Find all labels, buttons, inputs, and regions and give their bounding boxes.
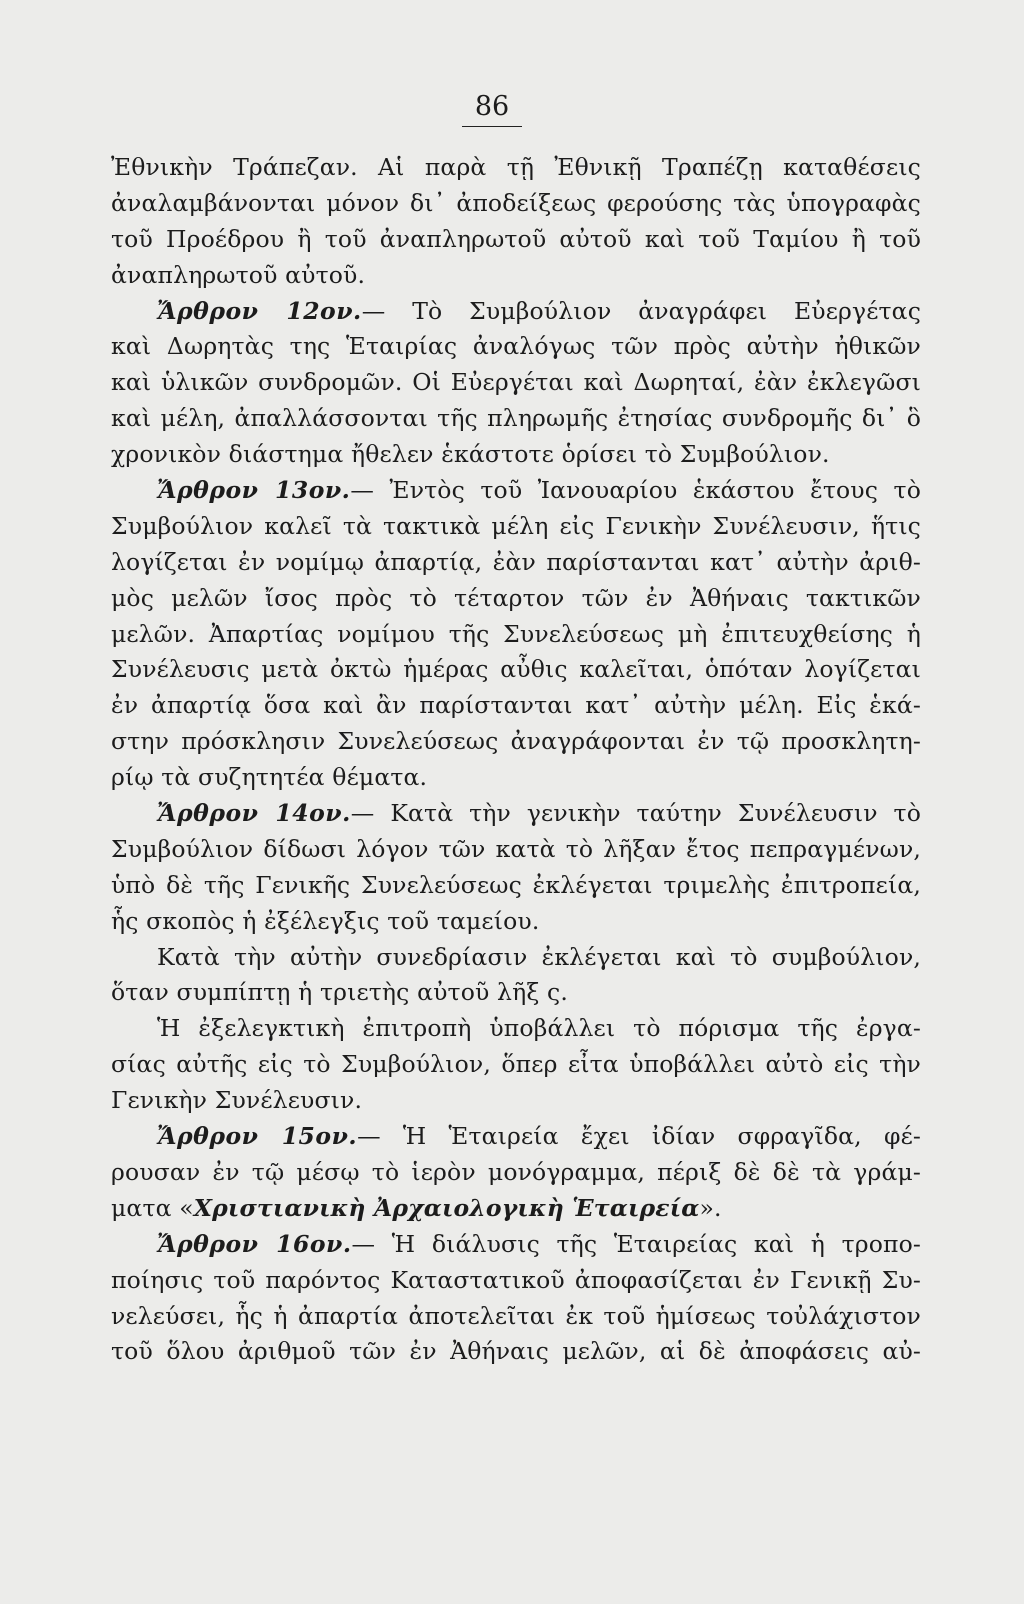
text-line	[111, 868, 921, 904]
text-line	[111, 1191, 921, 1227]
text-line	[111, 365, 921, 401]
line-text: καὶ μέλη, ἀπαλλάσσονται τῆς πληρωμῆς ἐτησίας συνδρομῆς δι᾽ ὃ	[111, 404, 921, 433]
line-text: τοῦ Προέδρου ἢ τοῦ ἀναπληρωτοῦ αὐτοῦ καὶ τοῦ Ταμίου ἢ τοῦ	[111, 224, 921, 253]
article-heading: Ἄρθρον 15ον.	[157, 1122, 358, 1151]
line-text: ἧς σκοπὸς ἡ ἐξέλεγξις τοῦ ταμείου.	[111, 906, 540, 935]
text-line	[111, 509, 921, 545]
line-text: νελεύσει, ἧς ἡ ἀπαρτία ἀποτελεῖται ἐκ τοῦ ἡμίσεως τοὐλάχιστον	[111, 1301, 921, 1330]
text-line	[111, 1227, 921, 1263]
line-text: ματα «	[111, 1193, 194, 1222]
text-line	[111, 652, 921, 688]
line-text: ὅταν συμπίπτῃ ἡ τριετὴς αὐτοῦ λῆξ ς.	[111, 978, 568, 1007]
line-text: λογίζεται ἐν νομίμῳ ἀπαρτίᾳ, ἐὰν παρίστανται κατ᾽ αὐτὴν ἀριθ-	[111, 547, 921, 576]
text-line	[111, 975, 921, 1011]
line-text: μελῶν. Ἀπαρτίας νομίμου τῆς Συνελεύσεως μὴ ἐπιτευχθείσης ἡ	[111, 619, 921, 648]
line-text: — Ἡ διάλυσις τῆς Ἑταιρείας καὶ ἡ τροπο-	[351, 1229, 922, 1258]
line-text: Ἡ ἐξελεγκτικὴ ἐπιτροπὴ ὑποβάλλει τὸ πόρισμα τῆς ἐργα-	[157, 1014, 921, 1043]
text-line	[111, 1083, 921, 1119]
text-line	[111, 1299, 921, 1335]
line-text: Συμβούλιον δίδωσι λόγον τῶν κατὰ τὸ λῆξαν ἔτος πεπραγμένων,	[111, 834, 921, 863]
text-line	[111, 688, 921, 724]
line-text: καὶ ὑλικῶν συνδρομῶν. Οἱ Εὐεργέται καὶ Δωρηταί, ἐὰν ἐκλεγῶσι	[111, 368, 921, 397]
text-line	[111, 1334, 921, 1370]
text-line	[111, 760, 921, 796]
line-text: Συμβούλιον καλεῖ τὰ τακτικὰ μέλη εἰς Γενικὴν Συνέλευσιν, ἥτις	[111, 511, 921, 540]
text-line	[111, 1047, 921, 1083]
text-line	[111, 329, 921, 365]
line-text: ρουσαν ἐν τῷ μέσῳ τὸ ἱερὸν μονόγραμμα, πέριξ δὲ δὲ τὰ γράμ-	[111, 1157, 921, 1186]
line-text: — Ἐντὸς τοῦ Ἰανουαρίου ἑκάστου ἔτους τὸ	[350, 476, 921, 505]
text-line	[111, 473, 921, 509]
text-line	[111, 258, 921, 294]
text-line	[111, 796, 921, 832]
text-line	[111, 1155, 921, 1191]
line-text: στην πρόσκλησιν Συνελεύσεως ἀναγράφονται ἐν τῷ προσκλητη-	[111, 727, 921, 756]
text-line	[111, 186, 921, 222]
text-line	[111, 581, 921, 617]
line-text: Κατὰ τὴν αὐτὴν συνεδρίασιν ἐκλέγεται καὶ τὸ συμβούλιον,	[157, 942, 921, 971]
line-text: Γενικὴν Συνέλευσιν.	[111, 1086, 363, 1115]
line-text: — Τὸ Συμβούλιον ἀναγράφει Εὐεργέτας	[361, 296, 922, 325]
line-text: ἀναπληρωτοῦ αὐτοῦ.	[111, 260, 366, 289]
text-line	[111, 832, 921, 868]
line-text: ὑπὸ δὲ τῆς Γενικῆς Συνελεύσεως ἐκλέγεται τριμελὴς ἐπιτροπεία,	[111, 870, 921, 899]
text-line	[111, 401, 921, 437]
line-text: τοῦ ὅλου ἀριθμοῦ τῶν ἐν Ἀθήναις μελῶν, αἱ δὲ ἀποφάσεις αὐ-	[111, 1337, 921, 1366]
line-text: ».	[699, 1193, 722, 1222]
line-text: Ἐθνικὴν Τράπεζαν. Αἱ παρὰ τῇ Ἐθνικῇ Τραπέζῃ καταθέσεις	[111, 153, 921, 181]
text-line	[111, 940, 921, 976]
line-text: μὸς μελῶν ἴσος πρὸς τὸ τέταρτον τῶν ἐν Ἀθήναις τακτικῶν	[111, 583, 921, 612]
text-line	[111, 1011, 921, 1047]
line-text: — Ἡ Ἑταιρεία ἔχει ἰδίαν σφραγῖδα, φέ-	[357, 1122, 921, 1151]
article-heading: Ἄρθρον 16ον.	[157, 1229, 352, 1258]
line-text: Συνέλευσις μετὰ ὀκτὼ ἡμέρας αὖθις καλεῖται, ὁπόταν λογίζεται	[111, 655, 921, 684]
article-heading: Ἄρθρον 14ον.	[157, 799, 351, 828]
text-line	[111, 1119, 921, 1155]
article-heading: Ἄρθρον 13ον.	[157, 476, 351, 505]
line-text: ἐν ἀπαρτίᾳ ὅσα καὶ ἂν παρίστανται κατ᾽ αὐτὴν μέλη. Εἰς ἑκά-	[111, 691, 921, 720]
line-text: — Κατὰ τὴν γενικὴν ταύτην Συνέλευσιν τὸ	[350, 799, 921, 828]
text-line	[111, 150, 921, 186]
text-line	[111, 294, 921, 330]
text-line	[111, 904, 921, 940]
text-line	[111, 222, 921, 258]
text-line	[111, 617, 921, 653]
text-line	[111, 545, 921, 581]
line-text: χρονικὸν διάστημα ἤθελεν ἑκάστοτε ὁρίσει τὸ Συμβούλιον.	[111, 440, 830, 469]
page-number: 86	[462, 92, 522, 127]
line-text: ποίησις τοῦ παρόντος Καταστατικοῦ ἀποφασίζεται ἐν Γενικῇ Συ-	[111, 1265, 921, 1294]
line-text: ρίῳ τὰ συζητητέα θέματα.	[111, 763, 428, 792]
text-line	[111, 724, 921, 760]
society-name: Χριστιανικὴ Ἀρχαιολογικὴ Ἑταιρεία	[193, 1193, 700, 1222]
line-text: σίας αὐτῆς εἰς τὸ Συμβούλιον, ὅπερ εἶτα ὑποβάλλει αὐτὸ εἰς τὴν	[111, 1050, 921, 1079]
body-text	[111, 150, 921, 1370]
line-text: ἀναλαμβάνονται μόνον δι᾽ ἀποδείξεως φερούσης τὰς ὑπογραφὰς	[111, 188, 921, 217]
line-text: καὶ Δωρητὰς της Ἑταιρίας ἀναλόγως τῶν πρὸς αὐτὴν ἠθικῶν	[111, 332, 921, 361]
text-line	[111, 437, 921, 473]
article-heading: Ἄρθρον 12ον.	[157, 296, 362, 325]
text-line	[111, 1263, 921, 1299]
